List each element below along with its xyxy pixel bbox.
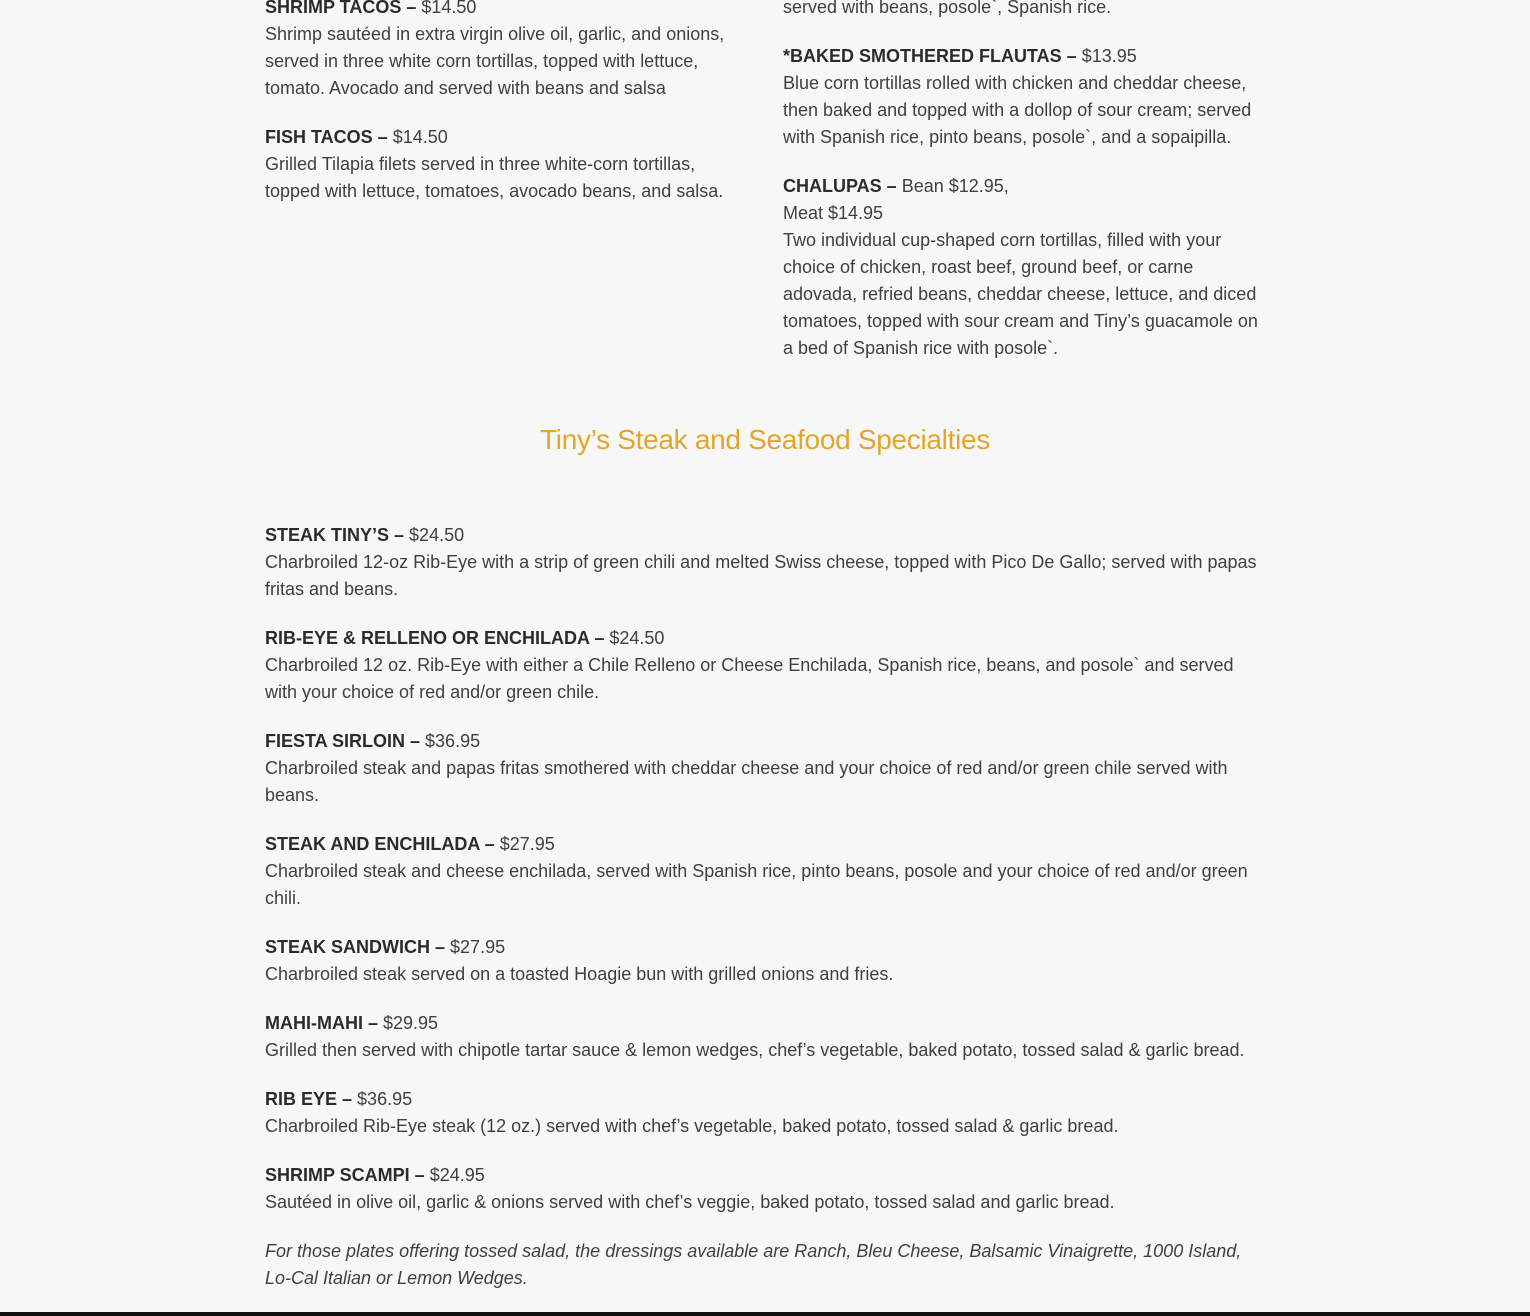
menu-item-shrimp-scampi — [265, 1162, 1265, 1216]
menu-item-baked-smothered-flautas — [783, 43, 1265, 151]
continued-text: served with beans, posole`, Spanish rice. — [783, 0, 1112, 17]
menu-item-shrimp-tacos — [265, 0, 747, 102]
right-column — [783, 0, 1265, 384]
menu-item-mahi-mahi — [265, 1010, 1265, 1064]
menu-item-description: Charbroiled 12 oz. Rib-Eye with either a Chile Relleno or Cheese Enchilada, Spanish rice, beans, and posole` and served with your choice of red and/or green chile. — [265, 655, 1234, 702]
menu-item-description: Charbroiled Rib-Eye steak (12 oz.) served with chef’s vegetable, baked potato, tossed salad & garlic bread. — [265, 1116, 1119, 1136]
menu-item-price: $36.95 — [357, 1089, 413, 1109]
menu-item-description: Grilled then served with chipotle tartar sauce & lemon wedges, chef’s vegetable, baked potato, tossed salad & garlic bread. — [265, 1040, 1245, 1060]
menu-item-price: $27.95 — [499, 834, 555, 854]
menu-item-title: MAHI-MAHI – — [265, 1013, 378, 1033]
menu-item-secondary-price: Meat $14.95 — [783, 203, 884, 223]
menu-item-title: STEAK SANDWICH – — [265, 937, 446, 957]
menu-item-price: $24.95 — [429, 1165, 485, 1185]
menu-item-price: $24.50 — [409, 525, 465, 545]
menu-item-price: $14.50 — [421, 0, 477, 17]
steak-seafood-list — [265, 522, 1265, 1292]
menu-item-fish-tacos — [265, 124, 747, 205]
menu-item-description: Sautéed in olive oil, garlic & onions served with chef’s veggie, baked potato, tossed salad and garlic bread. — [265, 1192, 1115, 1212]
salad-dressing-note: For those plates offering tossed salad, the dressings available are Ranch, Bleu Cheese, Balsamic Vinaigrette, 1000 Island, Lo-Cal Italian or Lemon Wedges. — [265, 1241, 1242, 1288]
menu-item-price: $36.95 — [425, 731, 481, 751]
menu-item-price: $14.50 — [392, 127, 448, 147]
menu-item-description: Two individual cup-shaped corn tortillas, filled with your choice of chicken, roast beef, ground beef, or carne adovada, refried beans, cheddar cheese, lettuce, and diced tomatoes, topped with sour cream and Tiny’s guacamole on a bed of Spanish rice with posole`. — [783, 230, 1258, 358]
menu-item-title: *BAKED SMOTHERED FLAUTAS – — [783, 46, 1077, 66]
menu-item-steak-sandwich — [265, 934, 1265, 988]
menu-item-title: SHRIMP SCAMPI – — [265, 1165, 425, 1185]
menu-item-description: Charbroiled steak and papas fritas smothered with cheddar cheese and your choice of red and/or green chile served with beans. — [265, 758, 1228, 805]
menu-item-steak-tinys — [265, 522, 1265, 603]
menu-item-description: Charbroiled steak served on a toasted Hoagie bun with grilled onions and fries. — [265, 964, 894, 984]
bottom-edge-bar — [0, 1312, 1530, 1316]
menu-page — [265, 0, 1265, 1292]
menu-item-title: STEAK AND ENCHILADA – — [265, 834, 495, 854]
menu-item-rib-eye — [265, 1086, 1265, 1140]
menu-item-description: Charbroiled 12-oz Rib-Eye with a strip of green chili and melted Swiss cheese, topped with Pico De Gallo; served with papas fritas and beans. — [265, 552, 1257, 599]
menu-item-title: RIB-EYE & RELLENO OR ENCHILADA – — [265, 628, 605, 648]
menu-item-ribeye-relleno-enchilada — [265, 625, 1265, 706]
continued-description — [783, 0, 1265, 21]
menu-item-price: Bean $12.95, — [901, 176, 1009, 196]
menu-item-description: Shrimp sautéed in extra virgin olive oil, garlic, and onions, served in three white corn tortillas, topped with lettuce, tomato. Avocado and served with beans and salsa — [265, 24, 725, 98]
menu-item-price: $24.50 — [609, 628, 665, 648]
menu-item-chalupas — [783, 173, 1265, 362]
menu-item-description: Grilled Tilapia filets served in three white-corn tortillas, topped with lettuce, tomatoes, avocado beans, and salsa. — [265, 154, 724, 201]
two-column-menu — [265, 0, 1265, 384]
menu-item-title: SHRIMP TACOS – — [265, 0, 417, 17]
menu-item-title: STEAK TINY’S – — [265, 525, 405, 545]
menu-item-title: RIB EYE – — [265, 1089, 353, 1109]
menu-item-description: Charbroiled steak and cheese enchilada, served with Spanish rice, pinto beans, posole and your choice of red and/or green chili. — [265, 861, 1248, 908]
menu-item-price: $13.95 — [1081, 46, 1137, 66]
menu-item-title: FIESTA SIRLOIN – — [265, 731, 421, 751]
left-column — [265, 0, 747, 384]
section-title: Tiny’s Steak and Seafood Specialties — [540, 424, 990, 455]
menu-item-steak-and-enchilada — [265, 831, 1265, 912]
menu-item-description: Blue corn tortillas rolled with chicken and cheddar cheese, then baked and topped with a dollop of sour cream; served with Spanish rice, pinto beans, posole`, and a sopaipilla. — [783, 73, 1252, 147]
menu-item-price: $27.95 — [450, 937, 506, 957]
menu-item-title: CHALUPAS – — [783, 176, 897, 196]
menu-item-fiesta-sirloin — [265, 728, 1265, 809]
menu-item-title: FISH TACOS – — [265, 127, 388, 147]
menu-item-price: $29.95 — [383, 1013, 439, 1033]
